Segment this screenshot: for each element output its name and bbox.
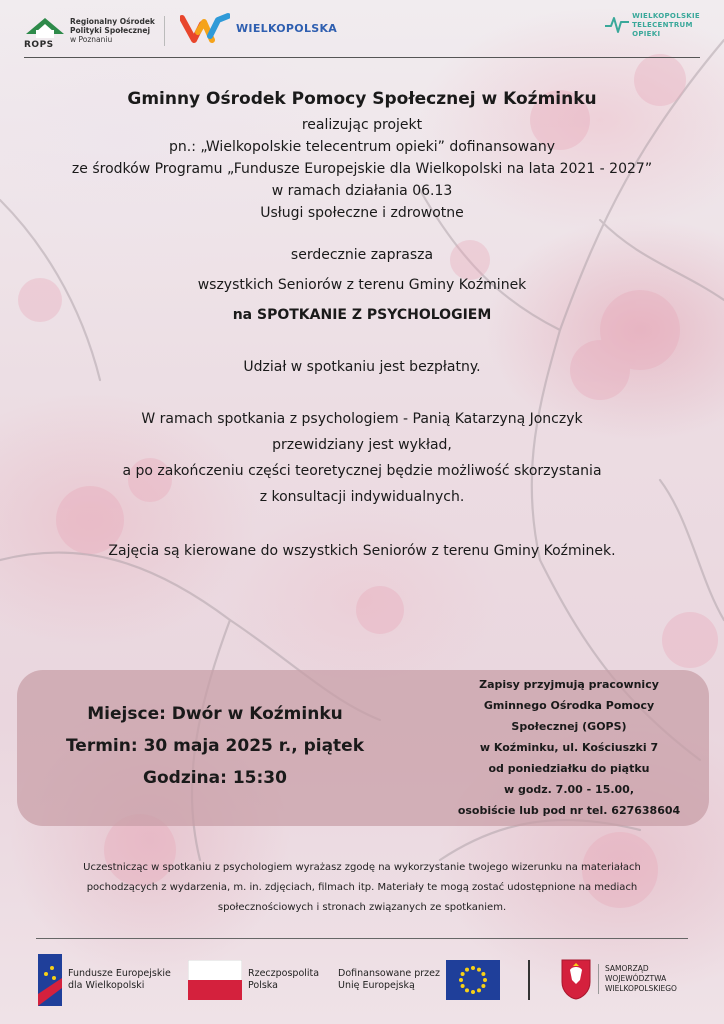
- eu-flag-icon: [446, 960, 500, 1000]
- registration-line-6: w godz. 7.00 - 15.00,: [503, 783, 635, 796]
- rops-name-line-2: Polityki Społecznej: [70, 25, 151, 35]
- telecentrum-name: [632, 12, 700, 39]
- rops-logo: [24, 12, 155, 48]
- event-details: [45, 698, 385, 794]
- footer-logos: [0, 952, 724, 1012]
- rops-abbr: ROPS: [24, 40, 54, 50]
- project-line-1: realizując projekt: [301, 117, 423, 133]
- ue-line-1: Dofinansowane przez: [338, 968, 440, 979]
- telecentrum-line-3: OPIEKI: [632, 30, 661, 38]
- footer-vertical-separator: [528, 960, 530, 1000]
- consent-line-2: pochodzących z wydarzenia, m. in. zdjęciach, filmach itp. Materiały te mogą zostać udostępnione na mediach: [86, 882, 638, 893]
- rops-city: w Poznaniu: [70, 34, 113, 44]
- event-prefix: na: [232, 307, 258, 323]
- footer-divider: [36, 938, 688, 939]
- description-line-4: z konsultacji indywidualnych.: [259, 489, 465, 505]
- event-place: Miejsce: Dwór w Koźminku: [87, 704, 343, 724]
- registration-line-1: Zapisy przyjmują pracownicy: [479, 678, 659, 691]
- audience-text: Zajęcia są kierowane do wszystkich Seniorów z terenu Gminy Koźminek.: [108, 543, 616, 559]
- rops-name-line-1: Regionalny Ośrodek: [70, 16, 155, 26]
- fe-line-1: Fundusze Europejskie: [68, 968, 171, 979]
- registration-line-4: w Koźminku, ul. Kościuszki 7: [479, 741, 659, 754]
- event-line: [0, 304, 724, 326]
- ue-logo: [338, 960, 500, 1000]
- description-line-3: a po zakończeniu części teoretycznej będzie możliwość skorzystania: [122, 463, 602, 479]
- event-time: Godzina: 15:30: [143, 768, 287, 788]
- rp-name: [248, 968, 319, 992]
- project-line-3: ze środków Programu „Fundusze Europejskie dla Wielkopolski na lata 2021 - 2027”: [71, 161, 653, 177]
- telecentrum-logo: [604, 12, 700, 39]
- rp-line-2: Polska: [248, 980, 278, 991]
- description-line-1: W ramach spotkania z psychologiem - Panią Katarzyną Jonczyk: [141, 411, 583, 427]
- ue-line-2: Unię Europejską: [338, 980, 415, 991]
- description-line-2: przewidziany jest wykład,: [272, 437, 452, 453]
- project-line-2: pn.: „Wielkopolskie telecentrum opieki” dofinansowany: [169, 139, 555, 155]
- free-text: Udział w spotkaniu jest bezpłatny.: [243, 359, 481, 375]
- header: [24, 10, 700, 58]
- telecentrum-pulse-icon: [604, 12, 630, 36]
- registration-line-5: od poniedziałku do piątku: [488, 762, 650, 775]
- consent-line-3: społecznościowych i stronach związanych ze spotkaniem.: [217, 902, 507, 913]
- poland-flag-icon: [188, 960, 242, 1000]
- wielkopolska-word: WIELKOPOLSKA: [236, 21, 338, 35]
- consent-line-1: Uczestnicząc w spotkaniu z psychologiem wyrażasz zgodę na wykorzystanie twojego wizerunku na materiałach: [83, 862, 641, 873]
- project-line-4: w ramach działania 06.13: [271, 183, 453, 199]
- sw-logo: [560, 958, 677, 1000]
- event-info-box: [17, 670, 709, 826]
- wielkopolska-coat-of-arms-icon: [560, 958, 592, 1000]
- registration-line-2: Gminnego Ośrodka Pomocy: [483, 699, 655, 712]
- registration-line-3: Społecznej (GOPS): [511, 720, 627, 733]
- sw-line-3: WIELKOPOLSKIEGO: [605, 984, 677, 993]
- sw-line-2: WOJEWÓDZTWA: [605, 974, 667, 983]
- org-title: Gminny Ośrodek Pomocy Społecznej w Koźminku: [127, 89, 597, 109]
- header-separator: [164, 16, 165, 46]
- wielkopolska-w-icon: [180, 12, 230, 44]
- consent-notice: [18, 858, 706, 918]
- fe-flag-icon: [38, 954, 62, 1006]
- fe-name: [68, 968, 171, 992]
- sw-line-1: SAMORZĄD: [605, 964, 649, 973]
- fe-line-2: dla Wielkopolski: [68, 980, 145, 991]
- telecentrum-line-2: TELECENTRUM: [632, 21, 693, 29]
- rops-name: [70, 17, 155, 44]
- invite-line-1: serdecznie zaprasza: [290, 247, 434, 263]
- registration-line-7: osobiście lub pod nr tel. 627638604: [457, 804, 681, 817]
- rp-line-1: Rzeczpospolita: [248, 968, 320, 979]
- sw-name: [598, 964, 677, 994]
- registration-info: [419, 674, 719, 821]
- project-line-5: Usługi społeczne i zdrowotne: [260, 205, 464, 221]
- fe-logo: [38, 954, 171, 1006]
- rp-logo: [188, 960, 319, 1000]
- main-content: [0, 88, 724, 562]
- invite-line-2: wszystkich Seniorów z terenu Gminy Koźminek: [197, 277, 527, 293]
- wielkopolska-logo: [180, 12, 337, 44]
- event-date: Termin: 30 maja 2025 r., piątek: [65, 736, 365, 756]
- ue-name: [338, 968, 440, 992]
- event-name: SPOTKANIE Z PSYCHOLOGIEM: [257, 307, 492, 323]
- telecentrum-line-1: WIELKOPOLSKIE: [632, 12, 700, 20]
